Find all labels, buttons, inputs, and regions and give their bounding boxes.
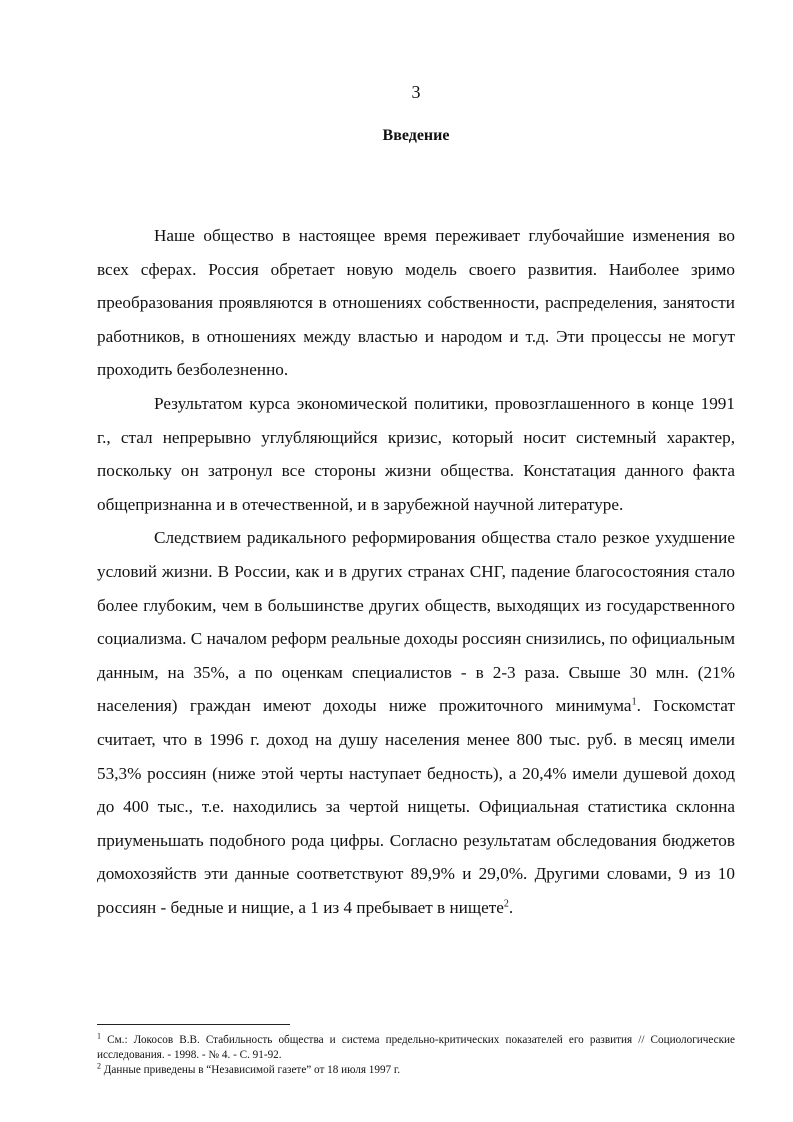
footnote-divider (97, 1024, 290, 1025)
paragraph-3 (97, 521, 735, 924)
paragraph-3-part-2: . Госкомстат считает, что в 1996 г. доход на душу населения менее 800 тыс. руб. в месяц имели 53,3% россиян (ниже этой черты наступает бедность), а 20,4% имели душевой доход до 400 тыс., т.е. находились за чертой нищеты. Официальная статистика склонна приуменьшать подобного рода цифры. Согласно результатам обследования бюджетов домохозяйств эти данные соответствуют 89,9% и 29,0%. Другими словами, 9 из 10 россиян - бедные и нищие, а 1 из 4 пребывает в нищете (97, 696, 735, 917)
footnote-2 (97, 1063, 735, 1078)
footnote-ref-2: 2 (503, 898, 509, 910)
footnote-marker-2: 2 (97, 1061, 101, 1071)
footnote-ref-1: 1 (631, 696, 637, 708)
footnote-marker-1: 1 (97, 1031, 101, 1041)
section-heading: Введение (382, 127, 450, 144)
footnote-2-text: Данные приведены в “Независимой газете” от 18 июля 1997 г. (101, 1064, 401, 1076)
paragraph-3-part-1: Следствием радикального реформирования общества стало резкое ухудшение условий жизни. В России, как и в других странах СНГ, падение благосостояния стало более глубоким, чем в большинстве других обществ, выходящих из государственного социализма. С началом реформ реальные доходы россиян снизились, по официальным данным, на 35%, а по оценкам специалистов - в 2-3 раза. Свыше 30 млн. (21% населения) граждан имеют доходы ниже прожиточного минимума (97, 528, 735, 716)
footnote-1-text: См.: Локосов В.В. Стабильность общества и система предельно-критических показателей его развития // Социологические исследования. - 1998. - № 4. - С. 91-92. (97, 1034, 735, 1061)
page-number: 3 (411, 82, 421, 102)
paragraph-2: Результатом курса экономической политики, провозглашенного в конце 1991 г., стал непрерывно углубляющийся кризис, который носит системный характер, поскольку он затронул все стороны жизни общества. Констатация данного факта общепризнанна и в отечественной, и в зарубежной научной литературе. (97, 393, 735, 514)
footnote-1 (97, 1033, 735, 1063)
paragraph-1: Наше общество в настоящее время переживает глубочайшие изменения во всех сферах. Россия обретает новую модель своего развития. Наиболее зримо преобразования проявляются в отношениях собственности, распределения, занятости работников, в отношениях между властью и народом и т.д. Эти процессы не могут проходить безболезненно. (97, 226, 735, 380)
paragraph-3-part-3: . (508, 897, 514, 917)
body-text (97, 219, 735, 924)
footnotes (97, 1033, 735, 1078)
